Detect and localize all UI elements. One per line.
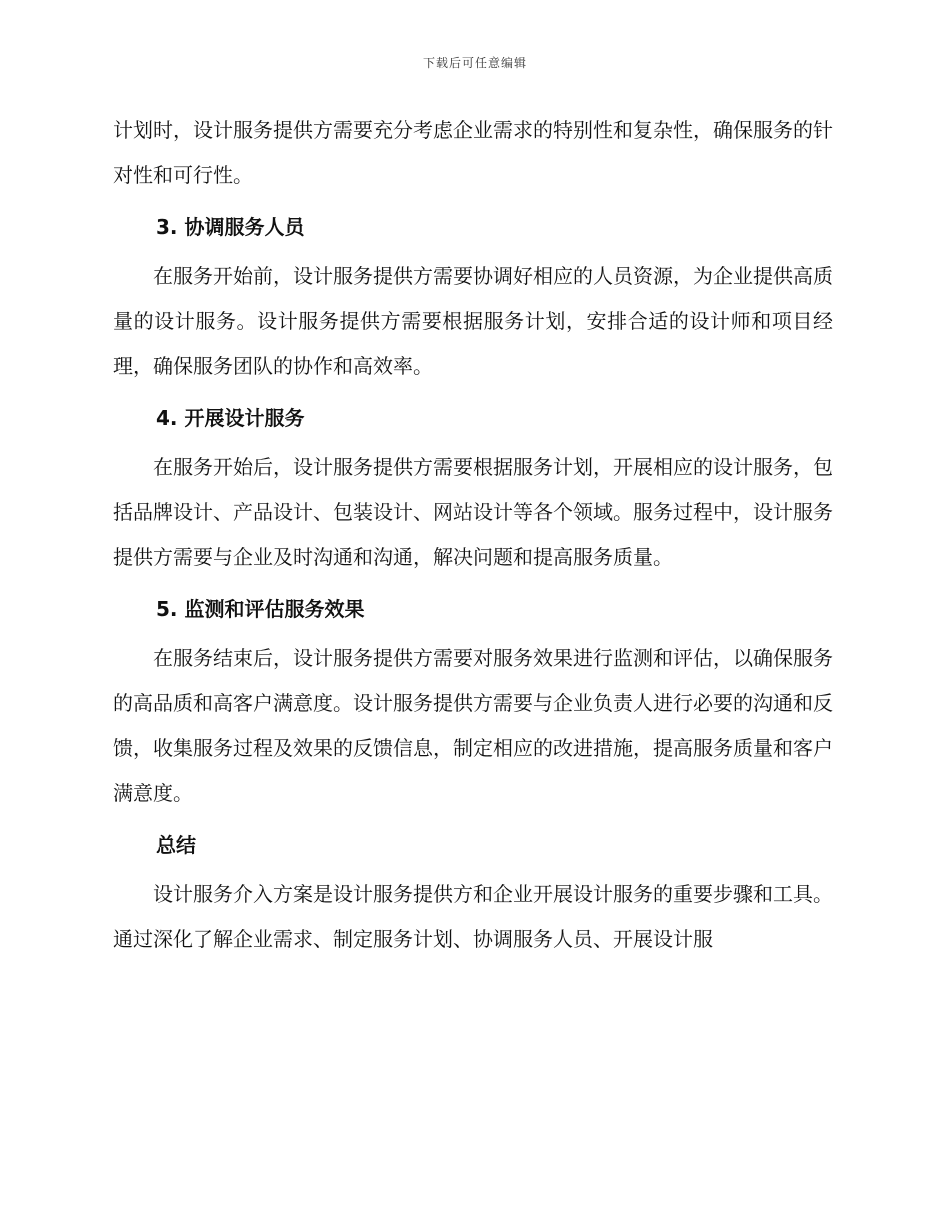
page-header: 下载后可任意编辑 [422,56,527,70]
section-3-paragraph: 在服务开始前，设计服务提供方需要协调好相应的人员资源，为企业提供高质量的设计服务。设计服务提供方需要根据服务计划，安排合适的设计师和项目经理，确保服务团队的协作和高效率。 [113,264,833,378]
intro-continuation-paragraph: 计划时，设计服务提供方需要充分考虑企业需求的特别性和复杂性，确保服务的针对性和可行性。 [113,118,833,187]
section-5-paragraph: 在服务结束后，设计服务提供方需要对服务效果进行监测和评估，以确保服务的高品质和高客户满意度。设计服务提供方需要与企业负责人进行必要的沟通和反馈，收集服务过程及效果的反馈信息，制定相应的改进措施，提高服务质量和客户满意度。 [113,646,833,805]
section-3-heading: 3. 协调服务人员 [156,215,305,239]
section-5-heading: 5. 监测和评估服务效果 [156,597,365,621]
summary-paragraph: 设计服务介入方案是设计服务提供方和企业开展设计服务的重要步骤和工具。通过深化了解企业需求、制定服务计划、协调服务人员、开展设计服 [113,882,833,951]
section-4-paragraph: 在服务开始后，设计服务提供方需要根据服务计划，开展相应的设计服务，包括品牌设计、产品设计、包装设计、网站设计等各个领域。服务过程中，设计服务提供方需要与企业及时沟通和沟通，解决问题和提高服务质量。 [113,455,833,569]
section-4-heading: 4. 开展设计服务 [156,406,305,430]
summary-heading: 总结 [156,833,196,857]
document-body [113,108,833,962]
